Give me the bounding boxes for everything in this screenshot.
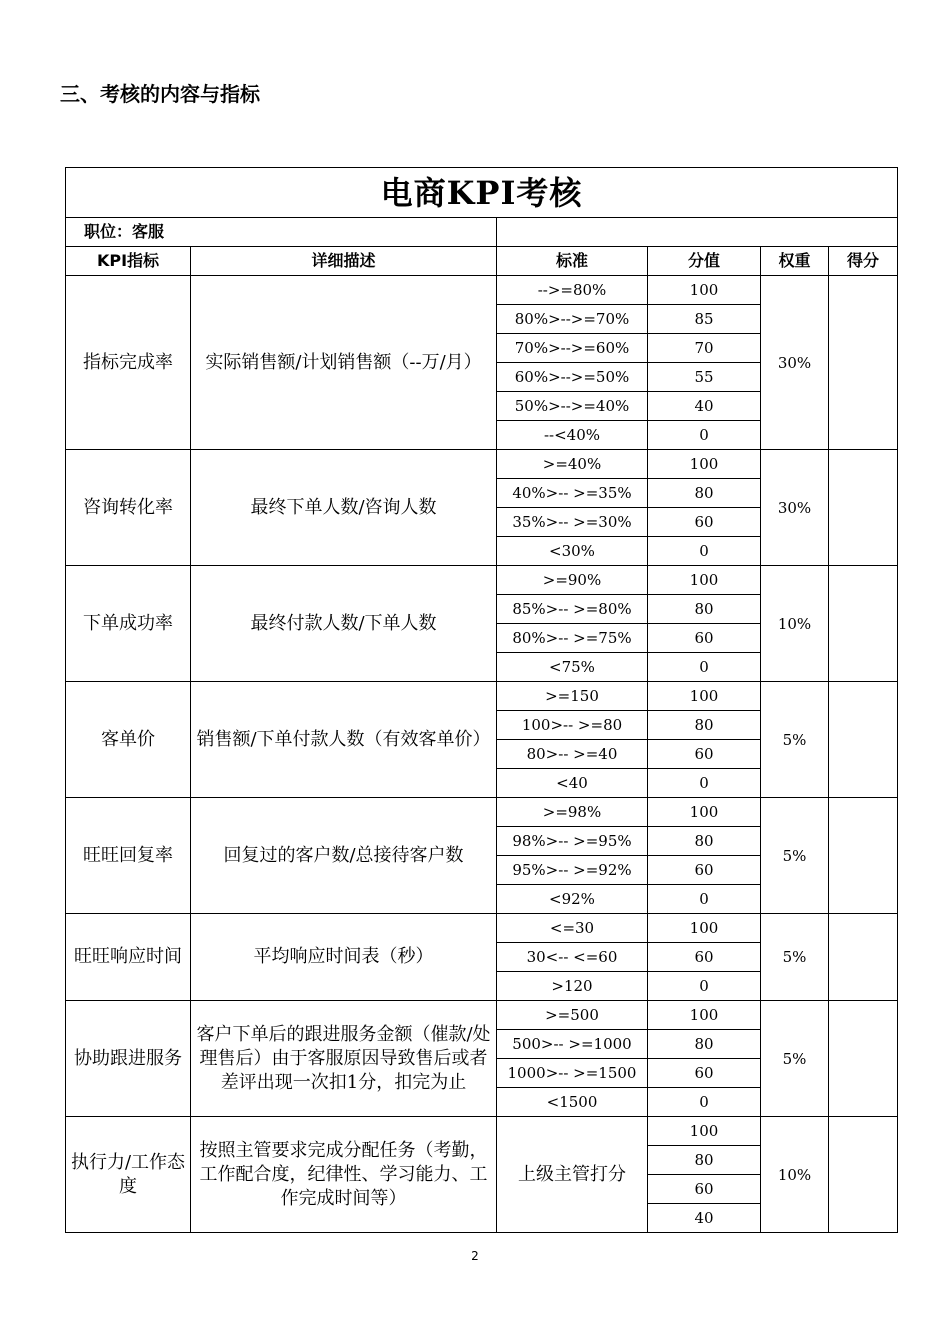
kpi-standard: 30<-- <=60 [497,943,648,972]
kpi-description: 客户下单后的跟进服务金额（催款/处理售后）由于客服原因导致售后或者差评出现一次扣1分，扣完为止 [191,1001,497,1117]
kpi-standard: 70%>-->=60% [497,334,648,363]
kpi-points: 60 [648,856,761,885]
kpi-points: 100 [648,450,761,479]
kpi-points: 100 [648,798,761,827]
kpi-points: 100 [648,1001,761,1030]
kpi-name: 下单成功率 [66,566,191,682]
kpi-points: 80 [648,711,761,740]
kpi-standard: >=150 [497,682,648,711]
kpi-score [829,798,898,914]
kpi-description: 回复过的客户数/总接待客户数 [191,798,497,914]
kpi-standard: >=500 [497,1001,648,1030]
kpi-standard: 40%>-- >=35% [497,479,648,508]
table-row [66,566,898,595]
kpi-points: 60 [648,1175,761,1204]
kpi-standard: <30% [497,537,648,566]
kpi-points: 100 [648,566,761,595]
kpi-description: 实际销售额/计划销售额（--万/月） [191,276,497,450]
table-row [66,1117,898,1146]
kpi-name: 旺旺回复率 [66,798,191,914]
kpi-points: 80 [648,1146,761,1175]
kpi-points: 80 [648,595,761,624]
page-number: 2 [471,1249,479,1263]
kpi-points: 100 [648,914,761,943]
kpi-standard: >=98% [497,798,648,827]
kpi-points: 85 [648,305,761,334]
kpi-description: 最终付款人数/下单人数 [191,566,497,682]
kpi-points: 0 [648,972,761,1001]
kpi-name: 咨询转化率 [66,450,191,566]
kpi-standard: 85%>-- >=80% [497,595,648,624]
kpi-standard: >=90% [497,566,648,595]
kpi-score [829,682,898,798]
kpi-standard: <92% [497,885,648,914]
kpi-standard: 35%>-- >=30% [497,508,648,537]
kpi-points: 80 [648,1030,761,1059]
kpi-points: 0 [648,885,761,914]
kpi-name: 执行力/工作态度 [66,1117,191,1233]
kpi-name: 指标完成率 [66,276,191,450]
kpi-name: 旺旺响应时间 [66,914,191,1001]
position-value [497,218,898,247]
kpi-points: 0 [648,653,761,682]
kpi-standard: 95%>-- >=92% [497,856,648,885]
kpi-weight: 10% [761,1117,829,1233]
table-row [66,1001,898,1030]
header-points: 分值 [648,247,761,276]
kpi-standard: 上级主管打分 [497,1117,648,1233]
kpi-table [65,167,898,1233]
kpi-weight: 30% [761,450,829,566]
kpi-weight: 10% [761,566,829,682]
kpi-points: 70 [648,334,761,363]
table-title: 电商KPI考核 [66,168,898,218]
kpi-weight: 5% [761,914,829,1001]
kpi-description: 最终下单人数/咨询人数 [191,450,497,566]
kpi-standard: 500>-- >=1000 [497,1030,648,1059]
kpi-standard: <40 [497,769,648,798]
kpi-score [829,566,898,682]
kpi-standard: 80>-- >=40 [497,740,648,769]
kpi-points: 100 [648,682,761,711]
kpi-points: 40 [648,392,761,421]
kpi-points: 0 [648,421,761,450]
table-row [66,450,898,479]
kpi-standard: <=30 [497,914,648,943]
kpi-points: 60 [648,624,761,653]
kpi-score [829,450,898,566]
kpi-standard: 60%>-->=50% [497,363,648,392]
kpi-standard: >=40% [497,450,648,479]
kpi-standard: 98%>-- >=95% [497,827,648,856]
kpi-standard: <1500 [497,1088,648,1117]
kpi-score [829,276,898,450]
kpi-points: 100 [648,276,761,305]
kpi-score [829,1117,898,1233]
kpi-description: 销售额/下单付款人数（有效客单价） [191,682,497,798]
kpi-weight: 5% [761,682,829,798]
kpi-points: 40 [648,1204,761,1233]
kpi-points: 80 [648,479,761,508]
header-weight: 权重 [761,247,829,276]
kpi-standard: 80%>-->=70% [497,305,648,334]
kpi-standard: <75% [497,653,648,682]
kpi-points: 0 [648,537,761,566]
kpi-description: 按照主管要求完成分配任务（考勤，工作配合度，纪律性、学习能力、工作完成时间等） [191,1117,497,1233]
position-label: 职位：客服 [66,218,497,247]
section-title: 三、考核的内容与指标 [60,82,260,106]
table-row [66,682,898,711]
kpi-score [829,914,898,1001]
kpi-points: 60 [648,508,761,537]
kpi-points: 60 [648,740,761,769]
kpi-name: 协助跟进服务 [66,1001,191,1117]
kpi-points: 0 [648,1088,761,1117]
kpi-standard: >120 [497,972,648,1001]
kpi-points: 60 [648,943,761,972]
kpi-standard: 100>-- >=80 [497,711,648,740]
kpi-standard: 50%>-->=40% [497,392,648,421]
kpi-description: 平均响应时间表（秒） [191,914,497,1001]
header-kpi: KPI指标 [66,247,191,276]
kpi-standard: 80%>-- >=75% [497,624,648,653]
kpi-points: 80 [648,827,761,856]
kpi-weight: 30% [761,276,829,450]
kpi-weight: 5% [761,798,829,914]
header-standard: 标准 [497,247,648,276]
kpi-name: 客单价 [66,682,191,798]
kpi-score [829,1001,898,1117]
table-row [66,276,898,305]
kpi-standard: 1000>-- >=1500 [497,1059,648,1088]
header-desc: 详细描述 [191,247,497,276]
kpi-points: 55 [648,363,761,392]
kpi-weight: 5% [761,1001,829,1117]
table-row [66,914,898,943]
kpi-standard: --<40% [497,421,648,450]
kpi-points: 60 [648,1059,761,1088]
kpi-points: 100 [648,1117,761,1146]
kpi-standard: -->=80% [497,276,648,305]
kpi-points: 0 [648,769,761,798]
header-score: 得分 [829,247,898,276]
table-row [66,798,898,827]
